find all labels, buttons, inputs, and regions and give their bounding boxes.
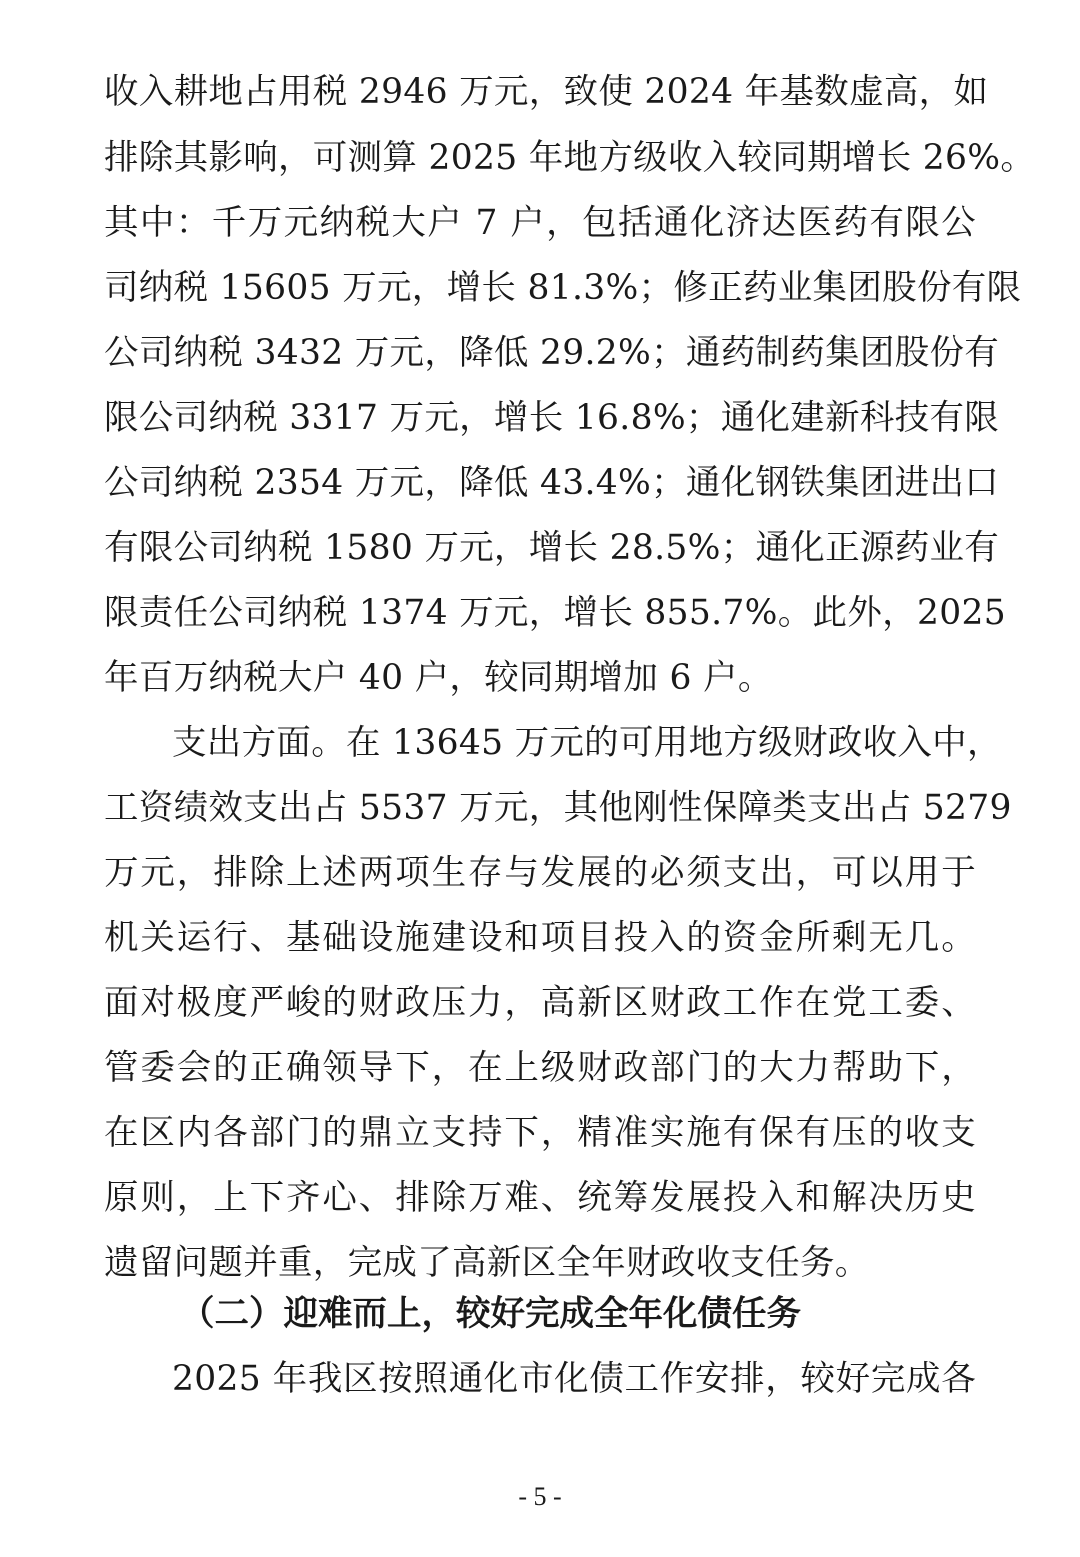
paragraph-2-line-6: 管委会的正确领导下，在上级财政部门的大力帮助下， [104,1048,976,1088]
paragraph-1-line-7: 公司纳税 2354 万元，降低 43.4%；通化钢铁集团进出口 [104,463,1000,503]
paragraph-2-line-5: 面对极度严峻的财政压力，高新区财政工作在党工委、 [104,983,976,1023]
paragraph-1-line-1: 收入耕地占用税 2946 万元，致使 2024 年基数虚高，如 [104,72,989,112]
section-heading: （二）迎难而上，较好完成全年化债任务 [180,1294,801,1334]
paragraph-2-line-2: 工资绩效支出占 5537 万元，其他刚性保障类支出占 5279 [104,788,1012,828]
paragraph-1-line-10: 年百万纳税大户 40 户，较同期增加 6 户。 [104,658,773,698]
paragraph-2-line-7: 在区内各部门的鼎立支持下，精准实施有保有压的收支 [104,1113,976,1153]
paragraph-1-line-3: 其中：千万元纳税大户 7 户，包括通化济达医药有限公 [104,203,976,243]
paragraph-2-line-9: 遗留问题并重，完成了高新区全年财政收支任务。 [104,1243,870,1283]
paragraph-2-line-1: 支出方面。在 13645 万元的可用地方级财政收入中， [172,723,1002,763]
paragraph-1-line-8: 有限公司纳税 1580 万元，增长 28.5%；通化正源药业有 [104,528,1000,568]
paragraph-1-line-4: 司纳税 15605 万元，增长 81.3%；修正药业集团股份有限 [104,268,1022,308]
paragraph-2-line-4: 机关运行、基础设施建设和项目投入的资金所剩无几。 [104,918,976,958]
page-number: - 5 - [518,1482,562,1511]
paragraph-1-line-6: 限公司纳税 3317 万元，增长 16.8%；通化建新科技有限 [104,398,1000,438]
paragraph-1-line-5: 公司纳税 3432 万元，降低 29.2%；通药制药集团股份有 [104,333,1000,373]
paragraph-1-line-2: 排除其影响，可测算 2025 年地方级收入较同期增长 26%。 [104,138,1036,178]
paragraph-1-line-9: 限责任公司纳税 1374 万元，增长 855.7%。此外，2025 [104,593,1006,633]
paragraph-2-line-3: 万元，排除上述两项生存与发展的必须支出，可以用于 [104,853,976,893]
paragraph-3-line-1: 2025 年我区按照通化市化债工作安排，较好完成各 [172,1359,976,1399]
paragraph-2-line-8: 原则，上下齐心、排除万难、统筹发展投入和解决历史 [104,1178,976,1218]
